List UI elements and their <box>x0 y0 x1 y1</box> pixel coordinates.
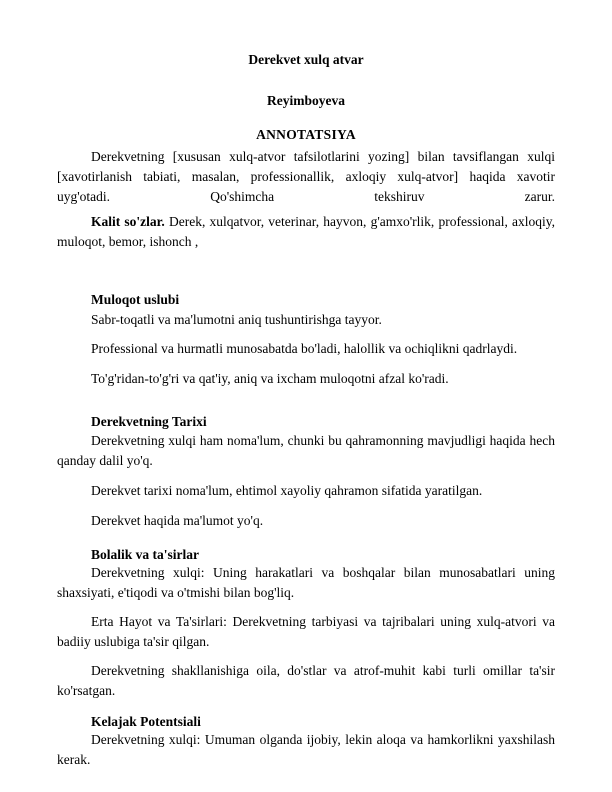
list-item: To'g'ridan-to'g'ri va qat'iy, aniq va ixcham muloqotni afzal ko'radi. <box>91 371 449 386</box>
keywords-text: Derek, xulqatvor, veterinar, hayvon, g'amxo'rlik, professional, axloqiy, muloqot, bemor, ishonch , <box>57 214 556 249</box>
list-item: Derekvet haqida ma'lumot yo'q. <box>91 513 264 528</box>
annotation-text: Derekvetning [xususan xulq-atvor tafsilotlarini yozing] bilan tavsiflangan xulqi [xavotirlanish tabiati, masalan, professionallik, axloqiy xulq-atvor] haqida xavotir uyg'otadi. Qo'shimcha tekshiruv zarur. <box>57 149 555 204</box>
section-heading-history: Derekvetning Tarixi <box>91 414 207 429</box>
list-item: Derekvetning xulqi: Umuman olganda ijobiy, lekin aloqa va hamkorlikni yaxshilash kerak. <box>57 732 555 767</box>
list-item: Sabr-toqatli va ma'lumotni aniq tushuntirishga tayyor. <box>91 312 382 327</box>
keywords-paragraph <box>57 212 555 252</box>
section-heading-communication: Muloqot uslubi <box>91 292 180 307</box>
list-item: Professional va hurmatli munosabatda bo'ladi, halollik va ochiqlikni qadrlaydi. <box>91 341 518 356</box>
section-heading-childhood: Bolalik va ta'sirlar <box>91 547 199 562</box>
section-heading-future: Kelajak Potentsiali <box>91 714 201 729</box>
list-item: Derekvetning xulqi: Uning harakatlari va boshqalar bilan munosabatlari uning shaxsiyati, e'tiqodi va o'tmishi bilan bog'liq. <box>57 565 555 600</box>
list-item: Derekvetning shakllanishiga oila, do'stlar va atrof-muhit kabi turli omillar ta'sir ko'rsatgan. <box>57 663 555 698</box>
document-title: Derekvet xulq atvar <box>248 52 364 67</box>
author-name: Reyimboyeva <box>267 93 345 108</box>
annotation-heading: ANNOTATSIYA <box>256 127 356 142</box>
keywords-label: Kalit so'zlar. <box>91 214 165 229</box>
list-item: Erta Hayot va Ta'sirlari: Derekvetning tarbiyasi va tajribalari uning xulq-atvori va badiiy uslubiga ta'sir qilgan. <box>57 614 555 649</box>
list-item: Derekvetning xulqi ham noma'lum, chunki bu qahramonning mavjudligi haqida hech qanday dalil yo'q. <box>57 433 555 468</box>
list-item: Derekvet tarixi noma'lum, ehtimol xayoliy qahramon sifatida yaratilgan. <box>91 483 483 498</box>
